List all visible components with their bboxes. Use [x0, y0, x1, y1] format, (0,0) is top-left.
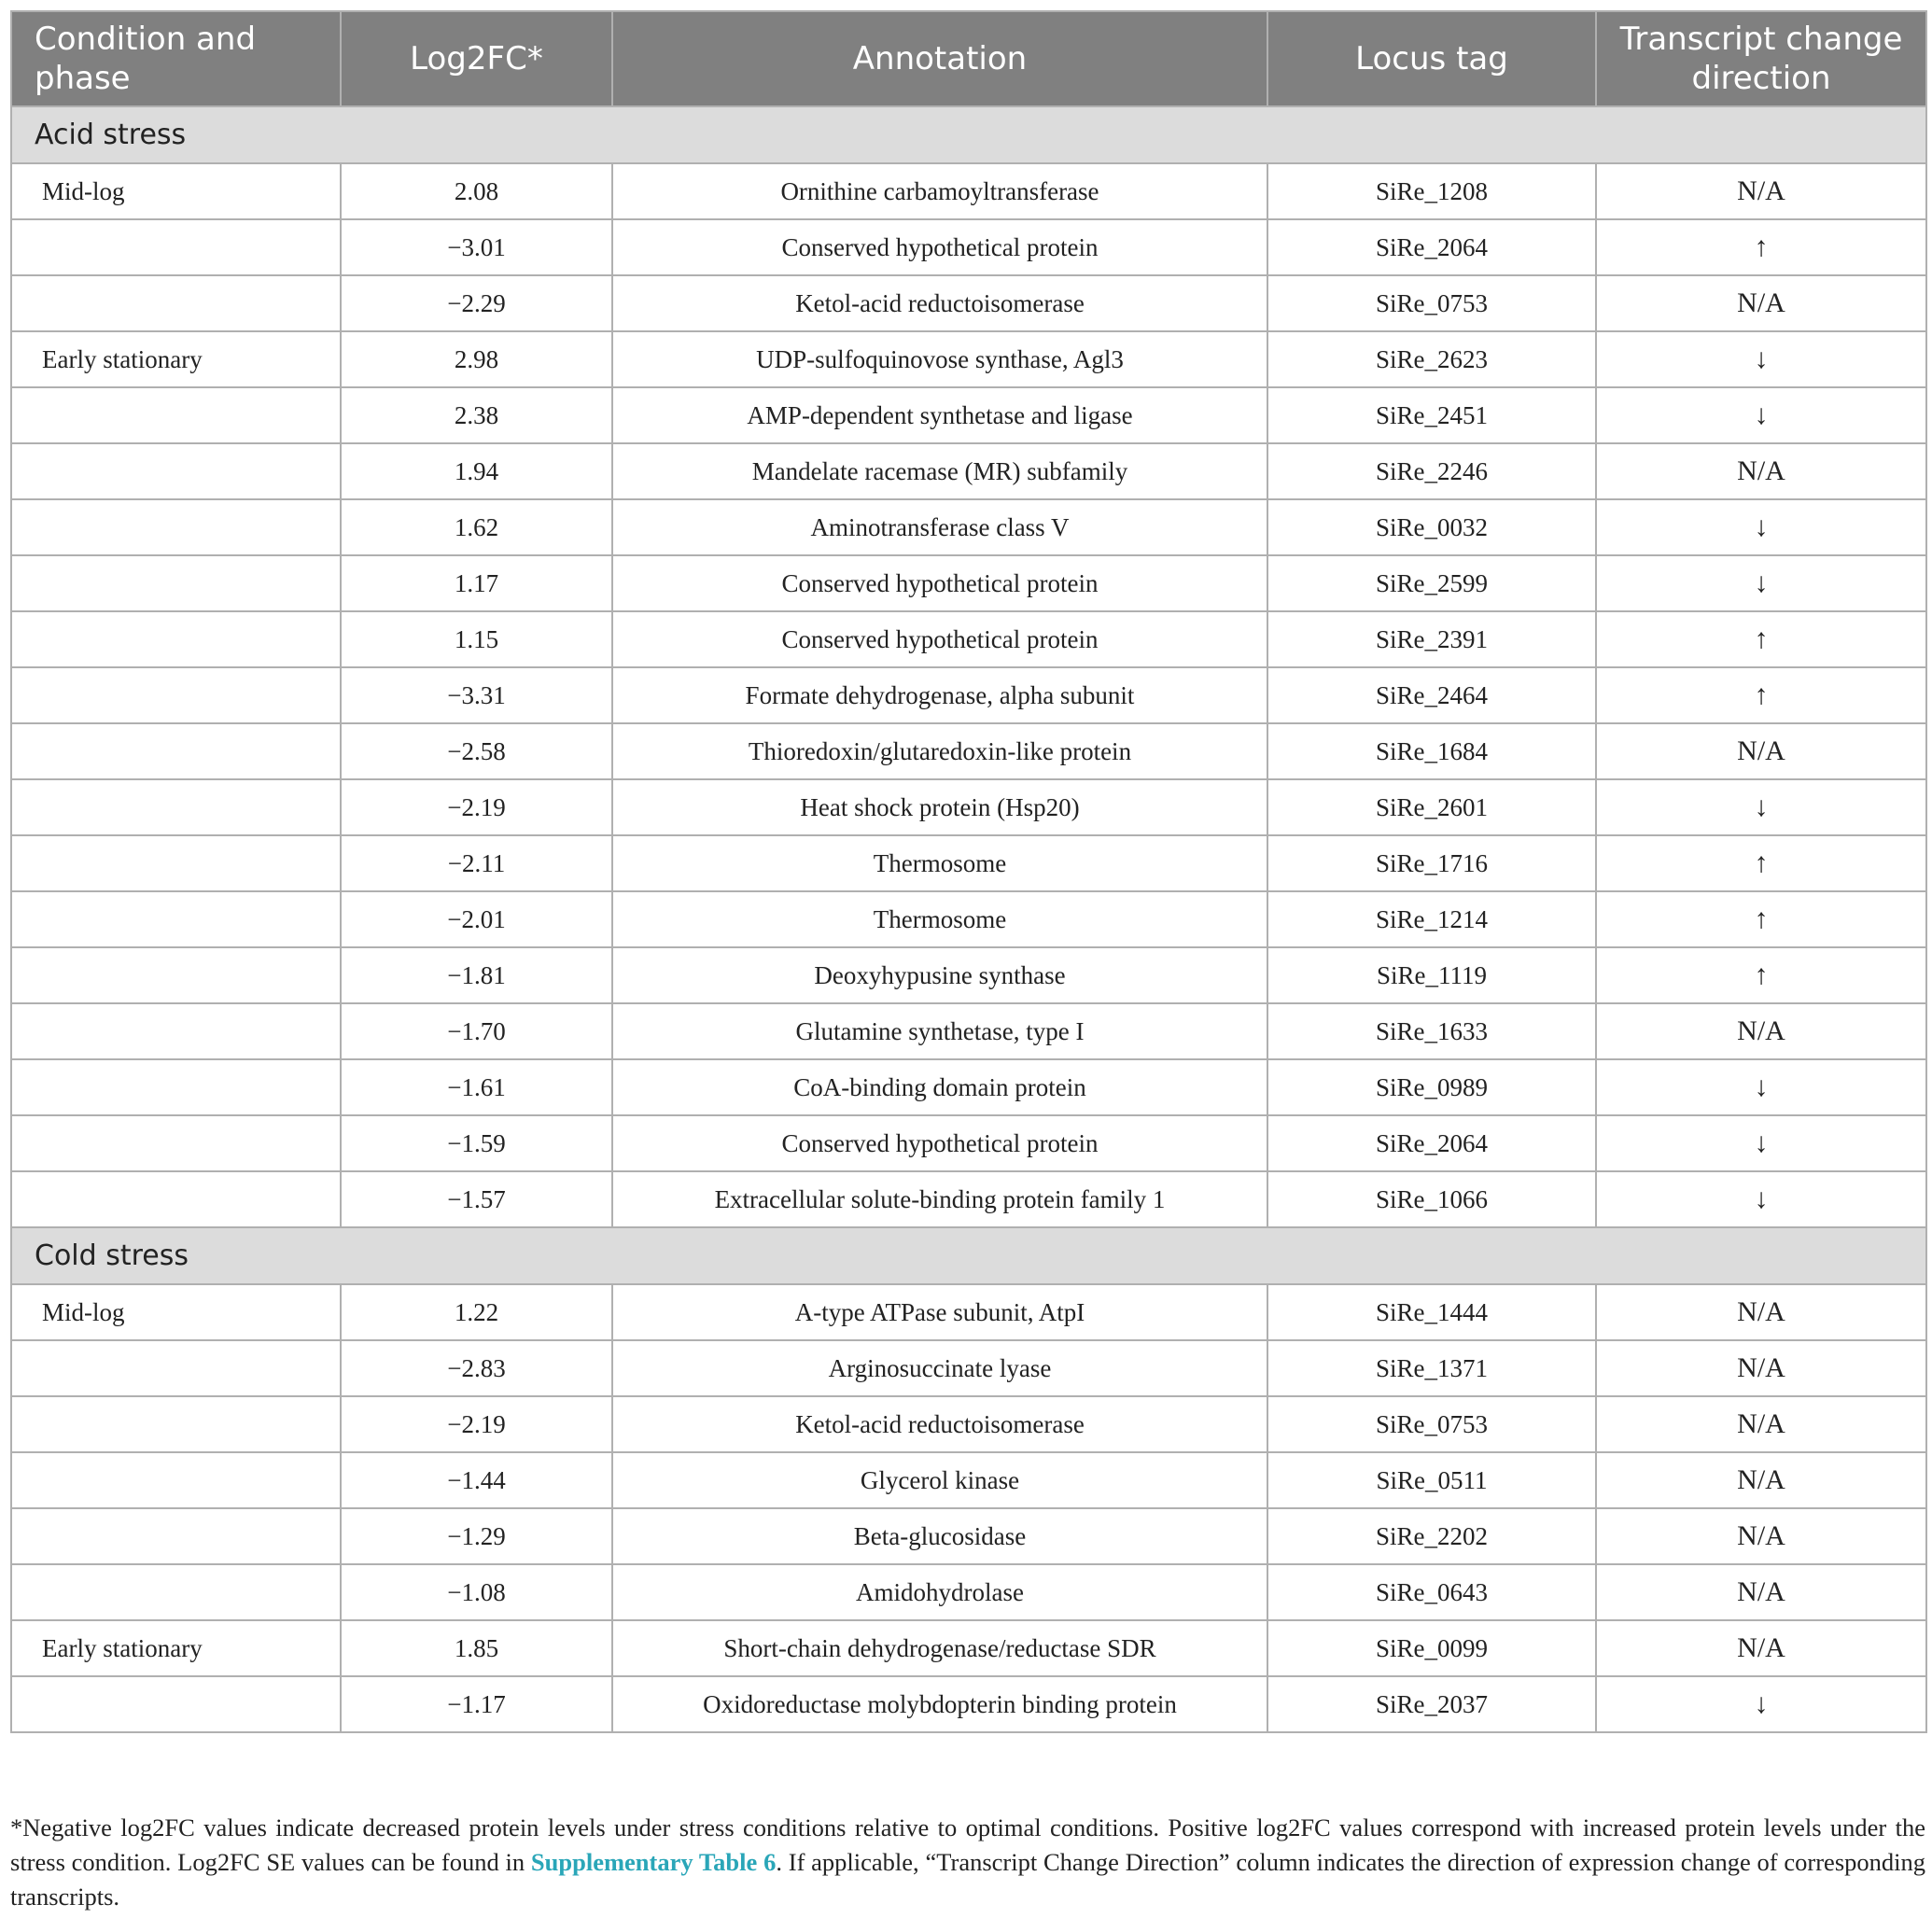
header-locus-tag: Locus tag [1267, 11, 1596, 106]
direction-cell: N/A [1596, 723, 1926, 779]
annotation-cell: AMP-dependent synthetase and ligase [612, 387, 1267, 443]
locus-tag-cell: SiRe_0643 [1267, 1564, 1596, 1620]
annotation-cell: Short-chain dehydrogenase/reductase SDR [612, 1620, 1267, 1676]
phase-cell [11, 947, 341, 1003]
locus-tag-cell: SiRe_1214 [1267, 891, 1596, 947]
supplementary-table-link[interactable]: Supplementary Table 6 [530, 1848, 777, 1876]
log2fc-cell: −2.01 [341, 891, 612, 947]
table-row [11, 667, 1926, 723]
annotation-cell: Glycerol kinase [612, 1452, 1267, 1508]
phase-cell [11, 1115, 341, 1171]
direction-cell: ↓ [1596, 555, 1926, 611]
log2fc-cell: −2.58 [341, 723, 612, 779]
locus-tag-cell: SiRe_2391 [1267, 611, 1596, 667]
annotation-cell: Amidohydrolase [612, 1564, 1267, 1620]
log2fc-cell: −1.59 [341, 1115, 612, 1171]
log2fc-cell: −2.19 [341, 779, 612, 835]
direction-cell: N/A [1596, 1340, 1926, 1396]
phase-cell [11, 555, 341, 611]
locus-tag-cell: SiRe_2464 [1267, 667, 1596, 723]
annotation-cell: Oxidoreductase molybdopterin binding protein [612, 1676, 1267, 1732]
direction-cell: N/A [1596, 1564, 1926, 1620]
log2fc-cell: 2.08 [341, 163, 612, 219]
table-row [11, 219, 1926, 275]
table-row [11, 1452, 1926, 1508]
table-row [11, 1284, 1926, 1340]
direction-cell: ↑ [1596, 611, 1926, 667]
table-row [11, 1620, 1926, 1676]
phase-cell: Mid-log [11, 163, 341, 219]
locus-tag-cell: SiRe_1444 [1267, 1284, 1596, 1340]
phase-cell [11, 443, 341, 499]
locus-tag-cell: SiRe_0753 [1267, 275, 1596, 331]
direction-cell: ↑ [1596, 219, 1926, 275]
table-row [11, 555, 1926, 611]
direction-cell: ↓ [1596, 779, 1926, 835]
phase-cell [11, 219, 341, 275]
annotation-cell: Glutamine synthetase, type I [612, 1003, 1267, 1059]
log2fc-cell: −3.31 [341, 667, 612, 723]
direction-cell: ↑ [1596, 891, 1926, 947]
direction-cell: N/A [1596, 1396, 1926, 1452]
section-title: Cold stress [11, 1227, 1926, 1284]
phase-cell [11, 1059, 341, 1115]
direction-cell: N/A [1596, 163, 1926, 219]
log2fc-cell: 1.85 [341, 1620, 612, 1676]
table-row [11, 1003, 1926, 1059]
annotation-cell: Heat shock protein (Hsp20) [612, 779, 1267, 835]
table-row [11, 1676, 1926, 1732]
phase-cell [11, 891, 341, 947]
log2fc-cell: 1.94 [341, 443, 612, 499]
footnote-text: *Negative log2FC values indicate decreased protein levels under stress conditions relative to optimal conditions. Positive log2FC values correspond with increased protein levels under the stress condition. Log2FC SE values can be found in [10, 1813, 1925, 1876]
log2fc-cell: −1.70 [341, 1003, 612, 1059]
log2fc-cell: −2.29 [341, 275, 612, 331]
direction-cell: N/A [1596, 1003, 1926, 1059]
table-row [11, 1115, 1926, 1171]
table-row [11, 611, 1926, 667]
annotation-cell: UDP-sulfoquinovose synthase, Agl3 [612, 331, 1267, 387]
table-row [11, 331, 1926, 387]
direction-cell: N/A [1596, 1620, 1926, 1676]
annotation-cell: Thioredoxin/glutaredoxin-like protein [612, 723, 1267, 779]
log2fc-cell: 1.15 [341, 611, 612, 667]
table-row [11, 1508, 1926, 1564]
phase-cell: Early stationary [11, 331, 341, 387]
annotation-cell: Arginosuccinate lyase [612, 1340, 1267, 1396]
annotation-cell: Conserved hypothetical protein [612, 611, 1267, 667]
annotation-cell: Extracellular solute-binding protein family 1 [612, 1171, 1267, 1227]
locus-tag-cell: SiRe_2064 [1267, 1115, 1596, 1171]
annotation-cell: Conserved hypothetical protein [612, 1115, 1267, 1171]
direction-cell: N/A [1596, 1284, 1926, 1340]
annotation-cell: Ornithine carbamoyltransferase [612, 163, 1267, 219]
phase-cell [11, 1340, 341, 1396]
annotation-cell: CoA-binding domain protein [612, 1059, 1267, 1115]
header-annotation: Annotation [612, 11, 1267, 106]
log2fc-cell: −1.17 [341, 1676, 612, 1732]
log2fc-cell: 1.62 [341, 499, 612, 555]
log2fc-cell: 1.22 [341, 1284, 612, 1340]
header-row [11, 11, 1926, 106]
table-row [11, 779, 1926, 835]
log2fc-cell: −2.83 [341, 1340, 612, 1396]
section-title: Acid stress [11, 106, 1926, 163]
locus-tag-cell: SiRe_2599 [1267, 555, 1596, 611]
log2fc-cell: 2.98 [341, 331, 612, 387]
direction-cell: N/A [1596, 275, 1926, 331]
locus-tag-cell: SiRe_2037 [1267, 1676, 1596, 1732]
phase-cell: Mid-log [11, 1284, 341, 1340]
table-row [11, 947, 1926, 1003]
locus-tag-cell: SiRe_2451 [1267, 387, 1596, 443]
phase-cell [11, 835, 341, 891]
locus-tag-cell: SiRe_1119 [1267, 947, 1596, 1003]
annotation-cell: Conserved hypothetical protein [612, 555, 1267, 611]
table-row [11, 1340, 1926, 1396]
footnote-text-end: . If applicable, “Transcript Change Direction” column indicates the direction of expression change of corresponding transcripts. [10, 1848, 1925, 1911]
direction-cell: ↑ [1596, 947, 1926, 1003]
direction-cell: ↓ [1596, 499, 1926, 555]
table-row [11, 1171, 1926, 1227]
table-container [10, 10, 1925, 1733]
locus-tag-cell: SiRe_1066 [1267, 1171, 1596, 1227]
annotation-cell: Aminotransferase class V [612, 499, 1267, 555]
phase-cell [11, 1452, 341, 1508]
direction-cell: ↓ [1596, 1115, 1926, 1171]
direction-cell: ↓ [1596, 1676, 1926, 1732]
log2fc-cell: −1.29 [341, 1508, 612, 1564]
locus-tag-cell: SiRe_2246 [1267, 443, 1596, 499]
locus-tag-cell: SiRe_0753 [1267, 1396, 1596, 1452]
direction-cell: N/A [1596, 1508, 1926, 1564]
log2fc-cell: −1.44 [341, 1452, 612, 1508]
phase-cell [11, 1676, 341, 1732]
header-log2fc: Log2FC* [341, 11, 612, 106]
annotation-cell: Formate dehydrogenase, alpha subunit [612, 667, 1267, 723]
table-row [11, 387, 1926, 443]
phase-cell [11, 667, 341, 723]
annotation-cell: Beta-glucosidase [612, 1508, 1267, 1564]
direction-cell: ↓ [1596, 387, 1926, 443]
phase-cell: Early stationary [11, 1620, 341, 1676]
table-row [11, 891, 1926, 947]
table-row [11, 1564, 1926, 1620]
table-row [11, 275, 1926, 331]
log2fc-cell: −1.81 [341, 947, 612, 1003]
table-body [11, 106, 1926, 1732]
phase-cell [11, 1508, 341, 1564]
direction-cell: N/A [1596, 443, 1926, 499]
data-table [10, 10, 1927, 1733]
phase-cell [11, 1003, 341, 1059]
table-row [11, 835, 1926, 891]
phase-cell [11, 723, 341, 779]
section-row [11, 106, 1926, 163]
direction-cell: N/A [1596, 1452, 1926, 1508]
locus-tag-cell: SiRe_0511 [1267, 1452, 1596, 1508]
log2fc-cell: −3.01 [341, 219, 612, 275]
locus-tag-cell: SiRe_0099 [1267, 1620, 1596, 1676]
annotation-cell: Thermosome [612, 891, 1267, 947]
phase-cell [11, 1396, 341, 1452]
section-row [11, 1227, 1926, 1284]
table-row [11, 443, 1926, 499]
footnote [10, 1811, 1925, 1914]
annotation-cell: A-type ATPase subunit, AtpI [612, 1284, 1267, 1340]
locus-tag-cell: SiRe_0989 [1267, 1059, 1596, 1115]
annotation-cell: Ketol-acid reductoisomerase [612, 275, 1267, 331]
locus-tag-cell: SiRe_1371 [1267, 1340, 1596, 1396]
annotation-cell: Thermosome [612, 835, 1267, 891]
direction-cell: ↑ [1596, 667, 1926, 723]
locus-tag-cell: SiRe_2601 [1267, 779, 1596, 835]
phase-cell [11, 275, 341, 331]
locus-tag-cell: SiRe_1208 [1267, 163, 1596, 219]
annotation-cell: Ketol-acid reductoisomerase [612, 1396, 1267, 1452]
direction-cell: ↓ [1596, 1171, 1926, 1227]
locus-tag-cell: SiRe_1684 [1267, 723, 1596, 779]
table-row [11, 163, 1926, 219]
phase-cell [11, 1564, 341, 1620]
locus-tag-cell: SiRe_0032 [1267, 499, 1596, 555]
phase-cell [11, 611, 341, 667]
log2fc-cell: −1.61 [341, 1059, 612, 1115]
log2fc-cell: 2.38 [341, 387, 612, 443]
phase-cell [11, 1171, 341, 1227]
log2fc-cell: −2.11 [341, 835, 612, 891]
annotation-cell: Deoxyhypusine synthase [612, 947, 1267, 1003]
locus-tag-cell: SiRe_1716 [1267, 835, 1596, 891]
annotation-cell: Conserved hypothetical protein [612, 219, 1267, 275]
table-row [11, 499, 1926, 555]
locus-tag-cell: SiRe_2623 [1267, 331, 1596, 387]
direction-cell: ↓ [1596, 331, 1926, 387]
log2fc-cell: −1.57 [341, 1171, 612, 1227]
table-row [11, 723, 1926, 779]
locus-tag-cell: SiRe_2064 [1267, 219, 1596, 275]
table-row [11, 1059, 1926, 1115]
direction-cell: ↓ [1596, 1059, 1926, 1115]
phase-cell [11, 779, 341, 835]
phase-cell [11, 499, 341, 555]
locus-tag-cell: SiRe_1633 [1267, 1003, 1596, 1059]
header-condition: Condition and phase [11, 11, 341, 106]
header-transcript-direction: Transcript change direction [1596, 11, 1926, 106]
table-row [11, 1396, 1926, 1452]
log2fc-cell: −1.08 [341, 1564, 612, 1620]
log2fc-cell: −2.19 [341, 1396, 612, 1452]
log2fc-cell: 1.17 [341, 555, 612, 611]
annotation-cell: Mandelate racemase (MR) subfamily [612, 443, 1267, 499]
direction-cell: ↑ [1596, 835, 1926, 891]
locus-tag-cell: SiRe_2202 [1267, 1508, 1596, 1564]
phase-cell [11, 387, 341, 443]
